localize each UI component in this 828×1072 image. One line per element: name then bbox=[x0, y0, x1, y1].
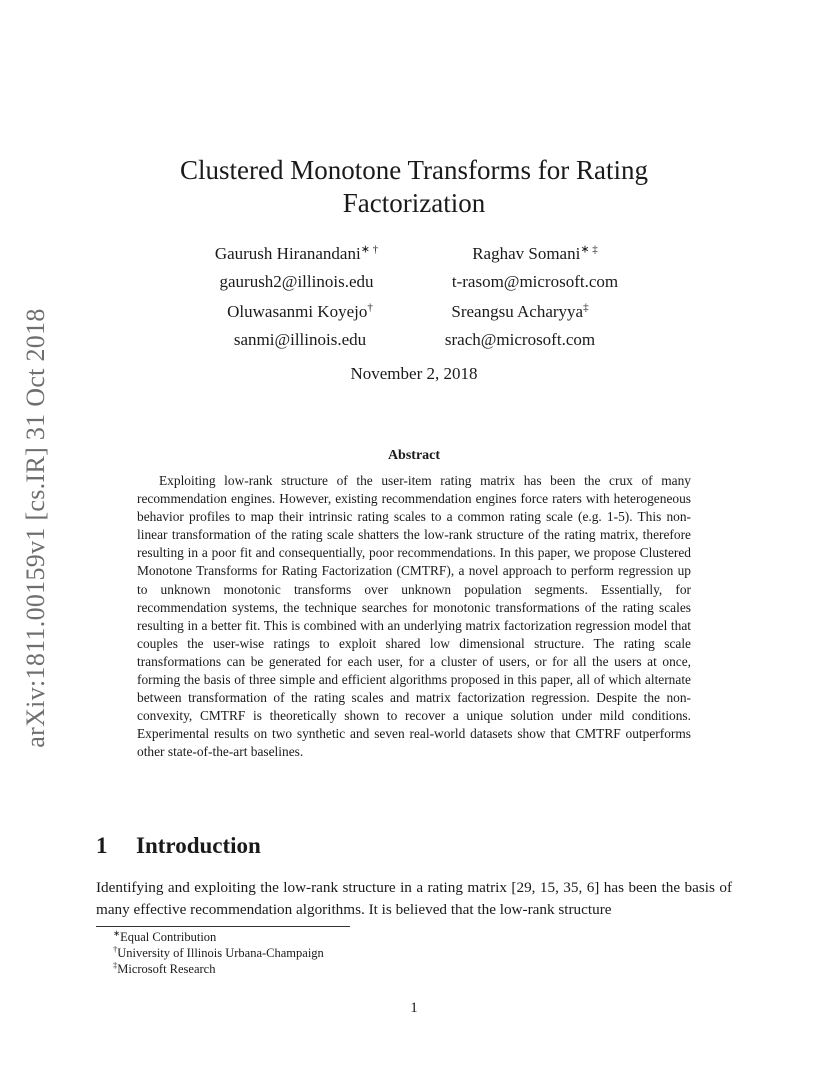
author-affiliation-marks: ‡ bbox=[583, 301, 589, 314]
abstract-heading: Abstract bbox=[387, 448, 441, 463]
footnote bbox=[113, 961, 324, 977]
author-name-line bbox=[184, 240, 409, 268]
author-name-line bbox=[200, 298, 400, 326]
author-email: sanmi@illinois.edu bbox=[233, 330, 367, 349]
arxiv-identifier-text: arXiv:1811.00159v1 [cs.IR] 31 Oct 2018 bbox=[21, 308, 50, 748]
author-name: Oluwasanmi Koyejo bbox=[227, 302, 368, 321]
author-name-line bbox=[420, 298, 620, 326]
author-block-3 bbox=[200, 298, 400, 354]
author-email: t-rasom@microsoft.com bbox=[451, 272, 619, 291]
author-affiliation-marks: † bbox=[367, 301, 373, 314]
section-number: 1 bbox=[96, 833, 108, 858]
footnote-text: University of Illinois Urbana-Champaign bbox=[117, 946, 324, 960]
footnote-text: Microsoft Research bbox=[117, 962, 216, 976]
section-heading bbox=[96, 833, 261, 859]
footnote-text: Equal Contribution bbox=[120, 930, 217, 944]
introduction-text: Identifying and exploiting the low-rank structure in a rating matrix [29, 15, 35, 6] has been the basis of many effective recommendation algorithms. It is believed that the low-rank structure bbox=[96, 879, 732, 918]
author-affiliation-marks: ∗ ‡ bbox=[580, 243, 598, 256]
author-name-line bbox=[425, 240, 645, 268]
footnote-mark: ∗ bbox=[113, 927, 121, 938]
author-name: Sreangsu Acharyya bbox=[451, 302, 584, 321]
page-number: 1 bbox=[410, 1000, 418, 1016]
footnotes bbox=[113, 929, 324, 977]
author-affiliation-marks: ∗ † bbox=[360, 243, 379, 256]
footnote-mark: ‡ bbox=[113, 959, 118, 970]
footnote-mark: † bbox=[113, 943, 118, 954]
author-block-1 bbox=[184, 240, 409, 296]
paper-title: Clustered Monotone Transforms for Rating Factorization bbox=[180, 155, 648, 218]
publication-date: November 2, 2018 bbox=[350, 364, 478, 383]
footnote-divider bbox=[96, 926, 350, 927]
author-email: srach@microsoft.com bbox=[444, 330, 596, 349]
author-block-2 bbox=[425, 240, 645, 296]
section-title: Introduction bbox=[136, 833, 261, 858]
author-name: Gaurush Hiranandani bbox=[214, 244, 361, 263]
author-email: gaurush2@illinois.edu bbox=[219, 272, 374, 291]
footnote bbox=[113, 945, 324, 961]
footnote bbox=[113, 929, 324, 945]
author-block-4 bbox=[420, 298, 620, 354]
abstract-text: Exploiting low-rank structure of the user-item rating matrix has been the crux of many recommendation engines. However, existing recommendation engines force raters with heterogeneous behavior profiles to map their intrinsic rating scales to a common rating scale (e.g. 1-5). This non-linear transformation of the rating scale shatters the low-rank structure of the rating matrix, therefore resulting in a poor fit and consequentially, poor recommendations. In this paper, we propose Clustered Monotone Transforms for Rating Factorization (CMTRF), a novel approach to perform regression up to unknown monotonic transforms over unknown population segments. Essentially, for recommendation systems, the technique searches for monotonic transformations of the rating scales resulting in a better fit. This is combined with an underlying matrix factorization regression model that couples the user-wise ratings to exploit shared low dimensional structure. The rating scale transformations can be generated for each user, for a cluster of users, or for all the users at once, forming the basis of three simple and efficient algorithms proposed in this paper, all of which alternate between transformation of the rating scales and matrix factorization regression. Despite the non-convexity, CMTRF is theoretically shown to recover a unique solution under mild conditions. Experimental results on two synthetic and seven real-world datasets show that CMTRF outperforms other state-of-the-art baselines. bbox=[137, 473, 691, 760]
author-name: Raghav Somani bbox=[472, 244, 581, 263]
